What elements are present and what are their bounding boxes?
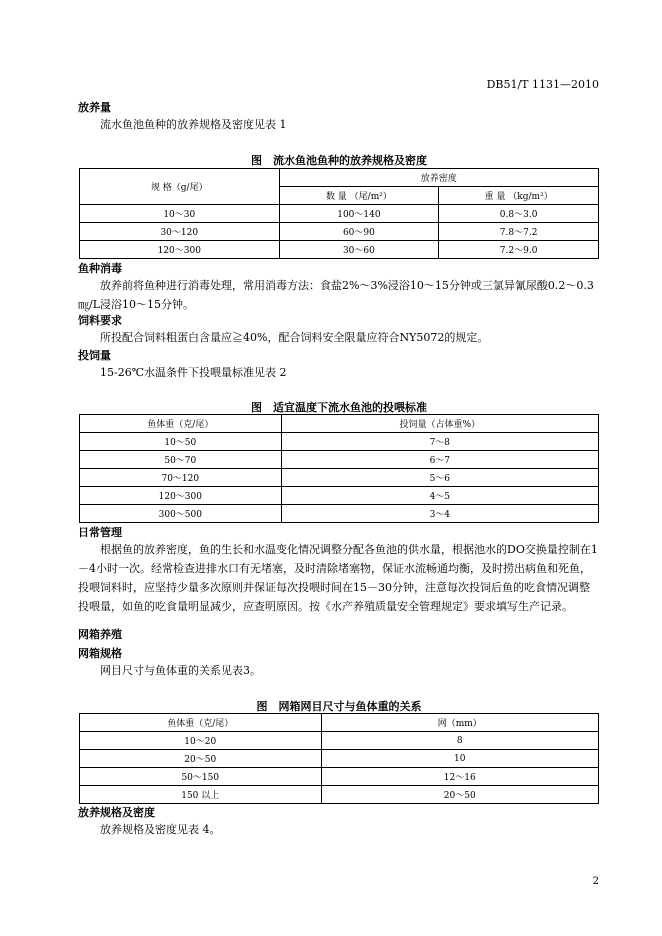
table-cell: 10	[321, 750, 598, 768]
feed-body: 所投配合饲料粗蛋白含量应≧40%，配合饲料安全限量应符合NY5072的规定。	[100, 331, 489, 344]
heading-cage-spec: 网箱规格	[78, 647, 122, 660]
feeding-body: 15-26℃水温条件下投喂量标准见表 2	[100, 366, 287, 379]
table-cell: 10～20	[80, 732, 322, 750]
page-number: 2	[592, 876, 599, 887]
table-cell: 12～16	[321, 768, 598, 786]
heading-cage: 网箱养殖	[78, 628, 122, 641]
table-cell: 10～30	[80, 205, 280, 223]
table-cell: 50～70	[80, 451, 282, 469]
table-cell: 60～90	[279, 223, 439, 241]
heading-disinfect: 鱼种消毒	[78, 262, 122, 275]
table-row	[80, 768, 599, 786]
table-row	[80, 786, 599, 804]
cage-density-body: 放养规格及密度见表 4。	[100, 823, 221, 836]
table-row	[80, 451, 599, 469]
table-row	[80, 732, 599, 750]
table-cell: 4～5	[281, 487, 598, 505]
document-code: DB51/T 1131—2010	[486, 78, 599, 91]
table-cell: 5～6	[281, 469, 598, 487]
heading-daily: 日常管理	[78, 526, 122, 539]
disinfect-body: 放养前将鱼种进行消毒处理，常用消毒方法：食盐2%～3%浸浴10～15分钟或三氯异氰尿酸0.2～0.3㎎/L浸浴10～15分钟。	[78, 279, 594, 311]
table1-header-spec: 规 格（g/尾）	[80, 169, 280, 205]
table-row	[80, 505, 599, 523]
heading-cage-density: 放养规格及密度	[78, 806, 155, 819]
table1-header-density: 放养密度	[279, 169, 598, 187]
table-cell: 20～50	[80, 750, 322, 768]
table-cell: 120～300	[80, 241, 280, 259]
table-row	[80, 223, 599, 241]
table1-caption: 图 流水鱼池鱼种的放养规格及密度	[251, 154, 427, 167]
table-cell: 120～300	[80, 487, 282, 505]
table-cell: 7.2～9.0	[439, 241, 599, 259]
table-cell: 300～500	[80, 505, 282, 523]
table1	[79, 168, 599, 259]
cage-spec-body: 网目尺寸与鱼体重的关系见表3。	[100, 664, 261, 677]
table1-header-weight: 重 量 （kg/m²）	[439, 187, 599, 205]
table-cell: 10～50	[80, 433, 282, 451]
table-cell: 30～120	[80, 223, 280, 241]
table2	[79, 414, 599, 523]
table-cell: 50～150	[80, 768, 322, 786]
table-cell: 150 以上	[80, 786, 322, 804]
daily-body: 根据鱼的放养密度，鱼的生长和水温变化情况调整分配各鱼池的供水量，根据池水的DO交换量控制在1－4小时一次。经常检查进排水口有无堵塞，及时清除堵塞物，保证水流畅通均衡，及时捞出病鱼和死鱼，投喂饲料时，应坚持少量多次原则并保证每次投喂时间在15－30分钟，注意每次投饲后鱼的吃食情况调整投喂量，如鱼的吃食量明显减少，应查明原因。按《水产养殖质量安全管理规定》要求填写生产记录。	[78, 543, 598, 613]
table-cell: 6～7	[281, 451, 598, 469]
table-cell: 7.8～7.2	[439, 223, 599, 241]
table3-header-weight: 鱼体重（克/尾）	[80, 714, 322, 732]
heading-feeding: 投饲量	[78, 349, 111, 362]
table-cell: 7～8	[281, 433, 598, 451]
table3-caption: 图 网箱网目尺寸与鱼体重的关系	[256, 700, 422, 713]
table-row	[80, 750, 599, 768]
table2-header-weight: 鱼体重（克/尾）	[80, 415, 282, 433]
table-cell: 100～140	[279, 205, 439, 223]
table-cell: 20～50	[321, 786, 598, 804]
table-row	[80, 433, 599, 451]
table-row	[80, 205, 599, 223]
stocking-intro: 流水鱼池鱼种的放养规格及密度见表 1	[100, 118, 287, 131]
heading-stocking: 放养量	[78, 101, 111, 114]
table-cell: 0.8～3.0	[439, 205, 599, 223]
table-row	[80, 469, 599, 487]
table2-caption: 图 适宜温度下流水鱼池的投喂标准	[251, 401, 427, 414]
table3	[79, 713, 599, 804]
table-cell: 70～120	[80, 469, 282, 487]
table3-header-mesh: 网（mm）	[321, 714, 598, 732]
table2-header-feed: 投饲量（占体重%）	[281, 415, 598, 433]
table-cell: 8	[321, 732, 598, 750]
table-cell: 30～60	[279, 241, 439, 259]
table-row	[80, 241, 599, 259]
table1-header-count: 数 量 （尾/m²）	[279, 187, 439, 205]
table-row	[80, 487, 599, 505]
heading-feed: 饲料要求	[78, 314, 122, 327]
table-cell: 3～4	[281, 505, 598, 523]
